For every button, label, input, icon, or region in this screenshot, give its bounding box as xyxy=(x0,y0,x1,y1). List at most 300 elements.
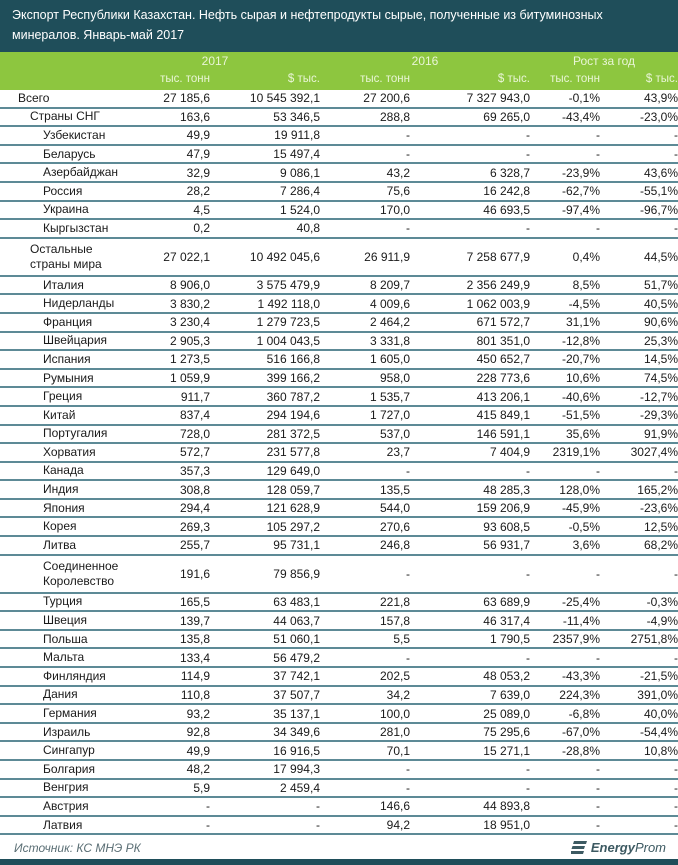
cell-value: 8,5% xyxy=(572,278,600,293)
cell-value: -11,4% xyxy=(562,613,600,628)
data-table xyxy=(0,90,678,835)
cell-value: - xyxy=(526,762,530,777)
cell-value: 28,2 xyxy=(186,184,210,199)
cell-value: 74,5% xyxy=(643,371,678,386)
row-label: Канада xyxy=(43,463,84,478)
cell-value: 133,4 xyxy=(179,650,210,665)
table-row xyxy=(0,687,678,706)
cell-value: 1 727,0 xyxy=(369,408,410,423)
cell-value: 0,2 xyxy=(193,221,210,236)
table-row xyxy=(0,388,678,407)
header-year-2016: 2016 xyxy=(411,54,439,68)
cell-value: 165,5 xyxy=(179,594,210,609)
header-unit: $ тыс. xyxy=(497,73,530,85)
cell-value: 8 906,0 xyxy=(169,278,210,293)
cell-value: - xyxy=(526,780,530,795)
cell-value: 415 849,1 xyxy=(476,408,530,423)
cell-value: 281,0 xyxy=(379,725,410,740)
row-label: Остальные страны мира xyxy=(30,241,102,271)
cell-value: -45,9% xyxy=(561,501,600,516)
table-row xyxy=(0,90,678,109)
cell-value: 7 639,0 xyxy=(489,687,530,702)
cell-value: 170,0 xyxy=(379,202,410,217)
cell-value: -21,5% xyxy=(639,669,678,684)
cell-value: 1 524,0 xyxy=(279,202,320,217)
cell-value: - xyxy=(596,818,600,833)
cell-value: 16 916,5 xyxy=(273,743,320,758)
cell-value: 1 059,9 xyxy=(169,371,210,386)
header-unit: $ тыс. xyxy=(645,73,678,85)
table-row xyxy=(0,407,678,426)
row-label: Австрия xyxy=(43,798,89,813)
energyprom-logo xyxy=(571,840,666,855)
row-label: Греция xyxy=(43,389,83,404)
cell-value: 17 994,3 xyxy=(273,762,320,777)
table-row xyxy=(0,295,678,314)
cell-value: 269,3 xyxy=(179,519,210,534)
table-row xyxy=(0,481,678,500)
row-label: Украина xyxy=(43,202,89,217)
cell-value: - xyxy=(526,221,530,236)
cell-value: 281 372,5 xyxy=(266,426,320,441)
cell-value: 49,9 xyxy=(186,128,210,143)
cell-value: - xyxy=(596,463,600,478)
cell-value: 16 242,8 xyxy=(483,184,530,199)
cell-value: -40,6% xyxy=(561,389,600,404)
row-label: Дания xyxy=(43,687,78,702)
cell-value: - xyxy=(316,799,320,814)
row-label: Литва xyxy=(43,537,76,552)
cell-value: - xyxy=(674,650,678,665)
cell-value: 2357,9% xyxy=(552,632,600,647)
cell-value: 1 273,5 xyxy=(169,352,210,367)
cell-value: 2751,8% xyxy=(630,632,678,647)
table-row xyxy=(0,351,678,370)
cell-value: 294,4 xyxy=(179,501,210,516)
cell-value: 360 787,2 xyxy=(266,389,320,404)
cell-value: 15 271,1 xyxy=(483,743,530,758)
cell-value: 129 649,0 xyxy=(266,463,320,478)
row-label: Сингапур xyxy=(43,743,95,758)
cell-value: 34 349,6 xyxy=(273,725,320,740)
cell-value: 47,9 xyxy=(186,147,210,162)
table-row xyxy=(0,631,678,650)
cell-value: -67,0% xyxy=(561,725,600,740)
cell-value: 2319,1% xyxy=(552,445,600,460)
header-unit: тыс. тонн xyxy=(360,73,410,85)
cell-value: 3,6% xyxy=(572,538,600,553)
cell-value: -62,7% xyxy=(561,184,600,199)
table-row xyxy=(0,556,678,594)
cell-value: 146,6 xyxy=(379,799,410,814)
table-row xyxy=(0,109,678,128)
cell-value: -25,4% xyxy=(561,594,600,609)
row-label: Португалия xyxy=(43,426,108,441)
cell-value: - xyxy=(526,147,530,162)
cell-value: - xyxy=(596,650,600,665)
cell-value: - xyxy=(316,818,320,833)
cell-value: - xyxy=(674,566,678,581)
cell-value: 572,7 xyxy=(179,445,210,460)
cell-value: - xyxy=(674,799,678,814)
cell-value: 10 545 392,1 xyxy=(249,91,320,106)
cell-value: 27 022,1 xyxy=(163,249,210,264)
cell-value: 79 856,9 xyxy=(273,566,320,581)
row-label: Китай xyxy=(43,407,76,422)
cell-value: 3 331,8 xyxy=(369,333,410,348)
cell-value: - xyxy=(596,799,600,814)
cell-value: 43,9% xyxy=(643,91,678,106)
row-label: Россия xyxy=(43,183,83,198)
cell-value: 3 575 479,9 xyxy=(256,278,320,293)
table-row xyxy=(0,742,678,761)
table-row xyxy=(0,239,678,277)
row-label: Испания xyxy=(43,351,91,366)
header-year-2017: 2017 xyxy=(201,54,229,68)
cell-value: 43,2 xyxy=(386,165,410,180)
cell-value: 146 591,1 xyxy=(476,426,530,441)
row-label: Соединенное Королевство xyxy=(43,558,119,588)
row-label: Мальта xyxy=(43,650,85,665)
cell-value: - xyxy=(406,128,410,143)
cell-value: 37 507,7 xyxy=(273,687,320,702)
cell-value: 231 577,8 xyxy=(266,445,320,460)
cell-value: 34,2 xyxy=(386,687,410,702)
cell-value: 9 086,1 xyxy=(279,165,320,180)
table-row xyxy=(0,724,678,743)
row-label: Хорватия xyxy=(43,444,96,459)
cell-value: - xyxy=(406,463,410,478)
cell-value: 165,2% xyxy=(637,482,678,497)
cell-value: 100,0 xyxy=(379,706,410,721)
cell-value: 48 285,3 xyxy=(483,482,530,497)
cell-value: -23,0% xyxy=(639,109,678,124)
cell-value: - xyxy=(406,780,410,795)
logo-text-light: Prom xyxy=(634,840,666,856)
table-row xyxy=(0,612,678,631)
header-unit: $ тыс. xyxy=(287,73,320,85)
cell-value: 2 356 249,9 xyxy=(466,278,530,293)
cell-value: 294 194,6 xyxy=(266,408,320,423)
cell-value: 114,9 xyxy=(180,669,210,684)
table-row xyxy=(0,780,678,799)
row-label: Франция xyxy=(43,314,93,329)
cell-value: 90,6% xyxy=(643,315,678,330)
cell-value: 801 351,0 xyxy=(476,333,530,348)
cell-value: -12,7% xyxy=(639,389,678,404)
row-label: Болгария xyxy=(43,761,95,776)
row-label: Узбекистан xyxy=(43,127,106,142)
cell-value: 70,1 xyxy=(386,743,410,758)
table-row xyxy=(0,518,678,537)
table-row xyxy=(0,668,678,687)
cell-value: -0,1% xyxy=(568,91,600,106)
cell-value: 837,4 xyxy=(179,408,210,423)
cell-value: -4,5% xyxy=(568,296,600,311)
table-row xyxy=(0,444,678,463)
cell-value: 450 652,7 xyxy=(476,352,530,367)
cell-value: - xyxy=(206,818,210,833)
cell-value: 121 628,9 xyxy=(266,501,320,516)
cell-value: 7 258 677,9 xyxy=(466,249,530,264)
cell-value: 10 492 045,6 xyxy=(249,249,320,264)
cell-value: -43,4% xyxy=(561,109,600,124)
cell-value: 0,4% xyxy=(572,249,600,264)
table-row xyxy=(0,127,678,146)
cell-value: 63 483,1 xyxy=(273,594,320,609)
cell-value: 3 230,4 xyxy=(169,315,210,330)
cell-value: 48,2 xyxy=(186,762,210,777)
cell-value: 128 059,7 xyxy=(266,482,320,497)
cell-value: 27 200,6 xyxy=(363,91,410,106)
cell-value: 40,8 xyxy=(296,221,320,236)
cell-value: 7 286,4 xyxy=(279,184,320,199)
table-row xyxy=(0,220,678,239)
row-label: Всего xyxy=(18,90,50,105)
cell-value: 1 535,7 xyxy=(369,389,410,404)
cell-value: - xyxy=(674,128,678,143)
cell-value: -0,3% xyxy=(646,594,678,609)
energyprom-logo-icon xyxy=(571,841,587,855)
cell-value: 110,8 xyxy=(180,687,210,702)
row-label: Венгрия xyxy=(43,780,89,795)
cell-value: 93,2 xyxy=(186,706,210,721)
cell-value: 537,0 xyxy=(379,426,410,441)
cell-value: 51 060,1 xyxy=(273,632,320,647)
table-row xyxy=(0,314,678,333)
row-label: Израиль xyxy=(43,724,91,739)
cell-value: 8 209,7 xyxy=(369,278,410,293)
cell-value: 43,6% xyxy=(643,165,678,180)
row-label: Турция xyxy=(43,594,83,609)
table-row xyxy=(0,426,678,445)
cell-value: 35 137,1 xyxy=(273,706,320,721)
cell-value: - xyxy=(406,221,410,236)
row-label: Страны СНГ xyxy=(30,109,100,124)
row-label: Швейцария xyxy=(43,333,108,348)
cell-value: 157,8 xyxy=(379,613,410,628)
row-label: Германия xyxy=(43,706,97,721)
bottom-bar xyxy=(0,859,678,865)
cell-value: - xyxy=(406,762,410,777)
table-row xyxy=(0,463,678,482)
cell-value: - xyxy=(526,566,530,581)
cell-value: 911,7 xyxy=(180,389,210,404)
cell-value: 2 464,2 xyxy=(369,315,410,330)
row-label: Италия xyxy=(43,277,84,292)
cell-value: 1 492 118,0 xyxy=(257,296,320,311)
cell-value: 1 279 723,5 xyxy=(256,315,320,330)
cell-value: 728,0 xyxy=(179,426,210,441)
cell-value: -28,8% xyxy=(561,743,600,758)
row-label: Азербайджан xyxy=(43,165,119,180)
table-row xyxy=(0,798,678,817)
cell-value: 75 295,6 xyxy=(483,725,530,740)
cell-value: - xyxy=(526,463,530,478)
cell-value: 228 773,6 xyxy=(476,371,530,386)
cell-value: -6,8% xyxy=(568,706,600,721)
cell-value: - xyxy=(674,463,678,478)
cell-value: 308,8 xyxy=(179,482,210,497)
cell-value: 135,5 xyxy=(379,482,410,497)
cell-value: 5,9 xyxy=(193,780,210,795)
cell-value: 37 742,1 xyxy=(273,669,320,684)
cell-value: 10,8% xyxy=(643,743,678,758)
cell-value: 69 265,0 xyxy=(483,109,530,124)
cell-value: 288,8 xyxy=(379,109,410,124)
row-label: Латвия xyxy=(43,817,83,832)
cell-value: 32,9 xyxy=(186,165,210,180)
cell-value: 27 185,6 xyxy=(163,91,210,106)
cell-value: 399 166,2 xyxy=(266,371,320,386)
cell-value: - xyxy=(674,780,678,795)
cell-value: 18 951,0 xyxy=(483,818,530,833)
cell-value: 221,8 xyxy=(379,594,410,609)
source-note: Источник: КС МНЭ РК xyxy=(14,841,141,856)
cell-value: 68,2% xyxy=(643,538,678,553)
cell-value: 14,5% xyxy=(643,352,678,367)
cell-value: - xyxy=(526,128,530,143)
table-row xyxy=(0,202,678,221)
cell-value: 26 911,9 xyxy=(364,249,410,264)
cell-value: 12,5% xyxy=(643,519,678,534)
cell-value: 163,6 xyxy=(179,109,210,124)
cell-value: - xyxy=(596,566,600,581)
cell-value: 40,5% xyxy=(643,296,678,311)
cell-value: -12,8% xyxy=(561,333,600,348)
table-row xyxy=(0,649,678,668)
cell-value: - xyxy=(206,799,210,814)
cell-value: 224,3% xyxy=(559,687,600,702)
cell-value: 25 089,0 xyxy=(483,706,530,721)
cell-value: 44 893,8 xyxy=(483,799,530,814)
row-label: Нидерланды xyxy=(43,296,115,311)
cell-value: 4,5 xyxy=(193,202,210,217)
cell-value: 3 830,2 xyxy=(169,296,210,311)
cell-value: 44,5% xyxy=(643,249,678,264)
cell-value: 413 206,1 xyxy=(476,389,530,404)
cell-value: 671 572,7 xyxy=(476,315,530,330)
cell-value: 1 062 003,9 xyxy=(466,296,530,311)
cell-value: 1 790,5 xyxy=(489,632,530,647)
cell-value: - xyxy=(674,221,678,236)
cell-value: 53 346,5 xyxy=(273,109,320,124)
cell-value: 958,0 xyxy=(379,371,410,386)
row-label: Финляндия xyxy=(43,668,106,683)
cell-value: 357,3 xyxy=(179,463,210,478)
cell-value: - xyxy=(596,762,600,777)
row-label: Корея xyxy=(43,519,77,534)
table-row xyxy=(0,500,678,519)
cell-value: - xyxy=(596,147,600,162)
table-row xyxy=(0,146,678,165)
cell-value: - xyxy=(674,818,678,833)
cell-value: 5,5 xyxy=(393,632,410,647)
table-row xyxy=(0,164,678,183)
row-label: Япония xyxy=(43,500,85,515)
cell-value: 95 731,1 xyxy=(273,538,320,553)
cell-value: -23,6% xyxy=(639,501,678,516)
cell-value: - xyxy=(406,566,410,581)
cell-value: - xyxy=(406,650,410,665)
cell-value: -54,4% xyxy=(639,725,678,740)
cell-value: 46 317,4 xyxy=(483,613,530,628)
cell-value: 94,2 xyxy=(386,818,410,833)
row-label: Кыргызстан xyxy=(43,220,109,235)
cell-value: -55,1% xyxy=(639,184,678,199)
cell-value: 135,8 xyxy=(179,632,210,647)
cell-value: 516 166,8 xyxy=(266,352,320,367)
cell-value: 56 931,7 xyxy=(483,538,530,553)
cell-value: 92,8 xyxy=(186,725,210,740)
cell-value: 49,9 xyxy=(186,743,210,758)
cell-value: - xyxy=(674,147,678,162)
cell-value: -97,4% xyxy=(561,202,600,217)
cell-value: 2 459,4 xyxy=(279,780,320,795)
cell-value: 63 689,9 xyxy=(483,594,530,609)
cell-value: -43,3% xyxy=(561,669,600,684)
table-row xyxy=(0,537,678,556)
cell-value: - xyxy=(406,147,410,162)
cell-value: 544,0 xyxy=(379,501,410,516)
cell-value: 40,0% xyxy=(643,706,678,721)
cell-value: -20,7% xyxy=(561,352,600,367)
table-row xyxy=(0,277,678,296)
header-unit: тыс. тонн xyxy=(550,73,600,85)
table-header xyxy=(0,52,678,90)
cell-value: 7 327 943,0 xyxy=(466,91,530,106)
cell-value: 19 911,8 xyxy=(274,128,320,143)
cell-value: 159 206,9 xyxy=(476,501,530,516)
table-row xyxy=(0,817,678,836)
table-row xyxy=(0,333,678,352)
row-label: Польша xyxy=(43,631,88,646)
cell-value: 6 328,7 xyxy=(489,165,530,180)
header-growth: Рост за год xyxy=(572,54,635,68)
cell-value: -0,5% xyxy=(568,519,600,534)
cell-value: -29,3% xyxy=(639,408,678,423)
table-row xyxy=(0,705,678,724)
cell-value: - xyxy=(596,780,600,795)
cell-value: 7 404,9 xyxy=(489,445,530,460)
cell-value: 31,1% xyxy=(565,315,600,330)
cell-value: 35,6% xyxy=(565,426,600,441)
cell-value: -23,9% xyxy=(561,165,600,180)
table-row xyxy=(0,370,678,389)
cell-value: 1 605,0 xyxy=(369,352,410,367)
cell-value: 56 479,2 xyxy=(273,650,320,665)
cell-value: 48 053,2 xyxy=(483,669,530,684)
cell-value: 4 009,6 xyxy=(369,296,410,311)
cell-value: 139,7 xyxy=(179,613,210,628)
cell-value: 2 905,3 xyxy=(169,333,210,348)
logo-text-bold: Energy xyxy=(590,840,635,856)
cell-value: 128,0% xyxy=(559,482,600,497)
table-row xyxy=(0,761,678,780)
cell-value: 202,5 xyxy=(379,669,410,684)
cell-value: 46 693,5 xyxy=(483,202,530,217)
cell-value: 15 497,4 xyxy=(273,147,320,162)
row-label: Беларусь xyxy=(43,146,96,161)
cell-value: 246,8 xyxy=(379,538,410,553)
row-label: Румыния xyxy=(43,370,94,385)
cell-value: -51,5% xyxy=(561,408,600,423)
table-title: Экспорт Республики Казахстан. Нефть сырая и нефтепродукты сырые, полученные из битуминозных минералов. Январь-май 2017 xyxy=(0,0,678,52)
table-row xyxy=(0,183,678,202)
cell-value: 23,7 xyxy=(386,445,410,460)
cell-value: 44 063,7 xyxy=(273,613,320,628)
cell-value: 105 297,2 xyxy=(266,519,320,534)
